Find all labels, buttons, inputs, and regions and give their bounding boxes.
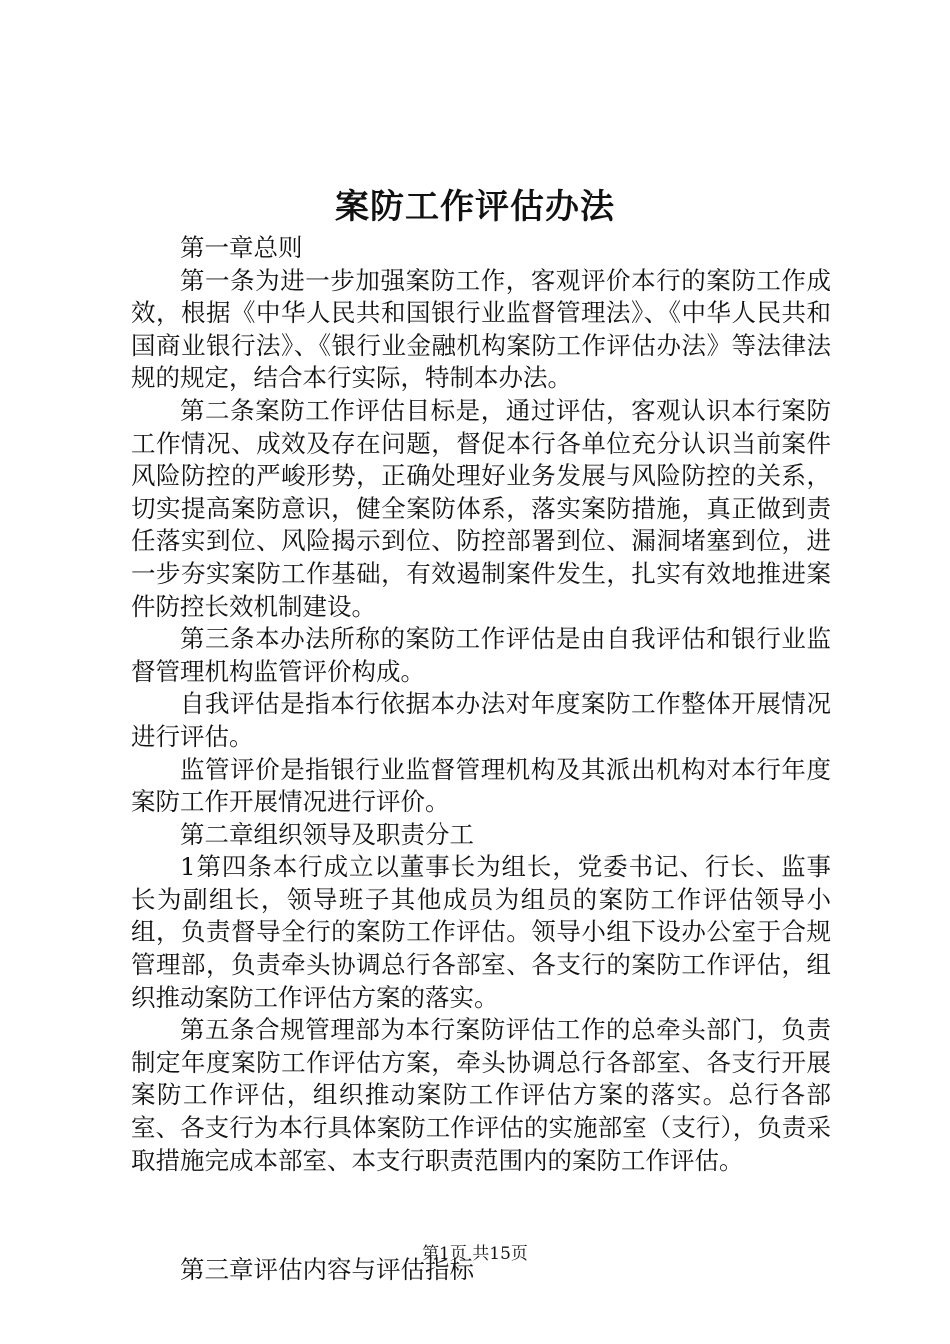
paragraph: 第五条合规管理部为本行案防评估工作的总牵头部门，负责制定年度案防工作评估方案，牵头协调总行各部室、各支行开展案防工作评估，组织推动案防工作评估方案的落实。总行各部室、各支行为本行具体案防工作评估的实施部室（支行），负责采取措施完成本部室、本支行职责范围内的案防工作评估。 bbox=[131, 1015, 831, 1175]
chapter-heading: 第三章评估内容与评估指标 bbox=[180, 1255, 474, 1285]
document-body bbox=[131, 232, 831, 1287]
paragraph: 监管评价是指银行业监督管理机构及其派出机构对本行年度案防工作开展情况进行评价。 bbox=[131, 754, 831, 817]
paragraph: 第三条本办法所称的案防工作评估是由自我评估和银行业监督管理机构监管评价构成。 bbox=[131, 624, 831, 686]
page-footer: 第1页 共15页 bbox=[422, 1244, 528, 1264]
paragraph: 第一条为进一步加强案防工作，客观评价本行的案防工作成效，根据《中华人民共和国银行业监督管理法》、《中华人民共和国商业银行法》、《银行业金融机构案防工作评估办法》等法律法规的规定，结合本行实际，特制本办法。 bbox=[131, 265, 831, 393]
chapter-heading: 第一章总则 bbox=[180, 233, 303, 262]
paragraph: 1第四条本行成立以董事长为组长，党委书记、行长、监事长为副组长，领导班子其他成员为组员的案防工作评估领导小组，负责督导全行的案防工作评估。领导小组下设办公室于合规管理部，负责牵头协调总行各部室、各支行的案防工作评估，组织推动案防工作评估方案的落实。 bbox=[131, 852, 831, 1012]
chapter-heading: 第二章组织领导及职责分工 bbox=[180, 819, 474, 849]
spacer bbox=[131, 1202, 831, 1230]
paragraph: 第二条案防工作评估目标是，通过评估，客观认识本行案防工作情况、成效及存在问题，督促本行各单位充分认识当前案件风险防控的严峻形势，正确处理好业务发展与风险防控的关系，切实提高案防意识，健全案防体系，落实案防措施，真正做到责任落实到位、风险揭示到位、防控部署到位、漏洞堵塞到位，进一步夯实案防工作基础，有效遏制案件发生，扎实有效地推进案件防控长效机制建设。 bbox=[131, 395, 831, 621]
document-title: 案防工作评估办法 bbox=[335, 187, 615, 227]
paragraph: 自我评估是指本行依据本办法对年度案防工作整体开展情况进行评估。 bbox=[131, 689, 831, 751]
